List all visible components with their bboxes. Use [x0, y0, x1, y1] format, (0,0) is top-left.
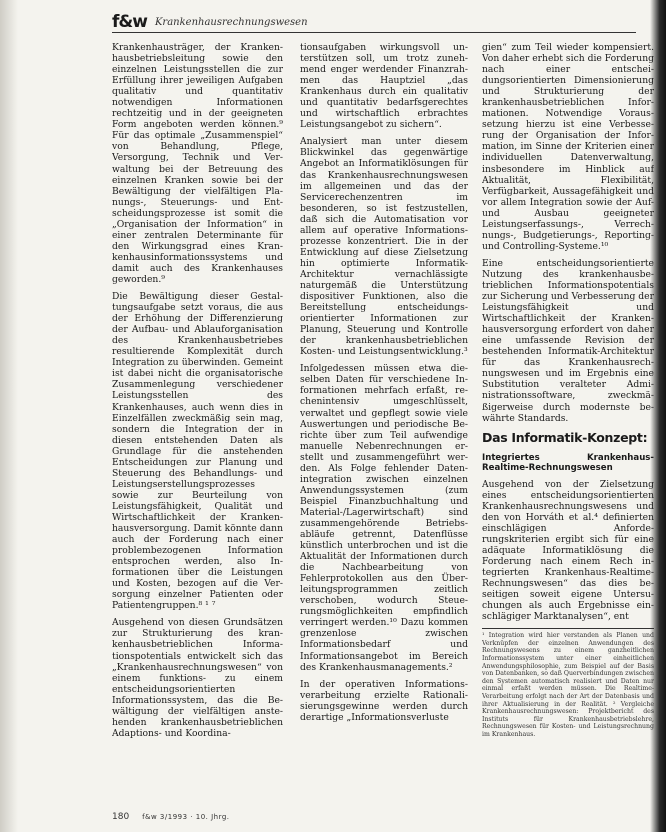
page-spine-shadow [0, 0, 18, 832]
journal-logo: f&w [112, 12, 147, 32]
paragraph: Analysiert man unter diesem Blickwinkel das gegenwärtige Angebot an Informatiklösungen für das Krankenhausrechnungswesen im allgemeinen und das der Servicerechenzentren im besonderen, so ist festzustellen, daß sich die Automatisation vor allem auf operative Informationsprozesse konzentriert. Die in der Entwicklung auf diese Zielsetzung hin optimierte Informatik-Architektur vernachlässigte naturgemäß die Unterstützung dispositiver Funktionen, also die Bereitstellung entscheidungsorientierter Informationen zur Planung, Steuerung und Kontrolle der krankenhausbetrieblichen Kosten- und Leistungsentwicklung.³ [300, 136, 468, 358]
section-subheading: Integriertes Krankenhaus-Realtime-Rechnungswesen [482, 452, 654, 473]
text-column-1 [112, 42, 283, 812]
paragraph: In der operativen Informationsverarbeitung erzielte Rationalisierungsgewinne werden durch derartige „Informationsverluste [300, 678, 468, 723]
page-footer [112, 812, 230, 822]
paragraph: Krankenhausträger, der Krankenhausbetriebsleitung sowie den einzelnen Leistungsstellen die zur Erfüllung ihrer jeweiligen Aufgaben qualitativ und quantitativ notwendigen Informationen rechtzeitig und in der geeigneten Form angeboten werden können.⁹ Für das optimale „Zusammenspiel“ von Behandlung, Pflege, Versorgung, Technik und Verwaltung bei der Betreuung des einzelnen Kranken sowie bei der Bewältigung der vielfältigen Planungs-, Steuerungs- und Entscheidungsprozesse ist somit die „Organisation der Information“ in einer zentralen Determinante für den Wirkungsgrad eines Krankenhausinformationssystems und damit auch des Krankenhauses geworden.⁹ [112, 42, 283, 285]
journal-issue: f&w 3/1993 · 10. Jhrg. [142, 813, 230, 821]
paragraph: gien“ zum Teil wieder kompensiert. Von daher erhebt sich die Forderung nach einer entscheidungsorientierten Dimensionierung und Strukturierung der krankenhausbetrieblichen Informationen. Notwendige Voraussetzung hierzu ist eine Verbesserung der Organisation der Information, im Sinne der Kriterien einer individuellen Datenverwaltung, insbesondere im Hinblick auf Aktualität, Flexibilität, Verfügbarkeit, Aussagefähigkeit und vor allem Integration sowie der Auf- und Ausbau geeigneter Leistungserfassungs-, Verrechnungs-, Budgetierungs-, Reporting- und Controlling-Systeme.¹⁰ [482, 42, 654, 252]
footnotes: ¹ Integration wird hier verstanden als Planen und Verknüpfen der einzelnen Anwendungen des Rechnungswesens zu einem ganzheitlichen Informationssystem unter einer einheitlichen Anwendungsphilosophie, zum Beispiel auf der Basis von Datenbanken, so daß Querverbindungen zwischen den Systemen automatisch realisiert und Daten nur einmal erfaßt werden müssen. Die Realtime-Verarbeitung erfolgt nach der Art der Datenbasis und ihrer Aktualisierung in der Realität. ² Vergleiche Krankenhausrechnungswesen: Projektbericht des Instituts für Krankenhausbetriebslehre, Rechnungswesen für Kosten- und Leistungsrechnung im Krankenhaus. [482, 628, 654, 738]
paragraph: Ausgehend von diesen Grundsätzen zur Strukturierung des krankenhausbetrieblichen Informationspotentials entwickelt sich das „Krankenhausrechnungswesen“ von einem funktions- zu einem entscheidungsorientierten Informationssystem, das die Bewältigung der vielfältigen anstehenden krankenhausbetrieblichen Adaptions- und Koordina- [112, 617, 283, 739]
section-title: Krankenhausrechnungswesen [154, 17, 308, 28]
paragraph: Infolgedessen müssen etwa dieselben Daten für verschiedene Informationen mehrfach erfaßt, rechenintensiv umgeschlüsselt, verwaltet und gepflegt sowie viele Auswertungen und periodische Berichte über zum Teil aufwendige manuelle Nebenrechnungen erstellt und zusammengeführt werden. Als Folge fehlender Datenintegration zwischen einzelnen Anwendungssystemen (zum Beispiel Finanzbuchhaltung und Material-/Lagerwirtschaft) sind zusammengehörende Betriebsabläufe getrennt, Datenflüsse künstlich unterbrochen und ist die Aktualität der Informationen durch die Nachbearbeitung von Fehlerprotokollen aus den Überleitungsprogrammen zeitlich verschoben, wodurch Steuerungsmöglichkeiten empfindlich verringert werden.¹⁰ Dazu kommen grenzenlose zwischen Informationsbedarf und Informationsangebot im Bereich des Krankenhausmanagements.² [300, 363, 468, 673]
page-number: 180 [112, 812, 130, 822]
running-header [112, 10, 636, 33]
text-column-3 [482, 42, 654, 812]
section-heading: Das Informatik-Konzept: [482, 429, 648, 445]
paragraph: Die Bewältigung dieser Gestaltungsaufgabe setzt voraus, die aus der Erhöhung der Differenzierung der Aufbau- und Ablauforganisation des Krankenhausbetriebes resultierende Komplexität durch Integration zu überwinden. Gemeint ist dabei nicht die organisatorische Zusammenlegung verschiedener Leistungsstellen des Krankenhauses, auch wenn dies in Einzelfällen zweckmäßig sein mag, sondern die Integration der in diesen entstehenden Daten als Grundlage für die anstehenden Entscheidungen zur Planung und Steuerung des Behandlungs- und Leistungserstellungsprozesses sowie zur Beurteilung von Leistungsfähigkeit, Qualität und Wirtschaftlichkeit der Krankenhausversorgung. Damit könnte dann auch der Forderung nach einer problembezogenen Information entsprochen werden, also Informationen über die Leistungen und Kosten, bezogen auf die Versorgung einzelner Patienten oder Patientengruppen.⁸ ¹ ⁷ [112, 291, 283, 612]
paragraph: tionsaufgaben wirkungsvoll unterstützen soll, um trotz zunehmend enger werdender Finanzrahmen das Hauptziel „das Krankenhaus durch ein qualitativ und quantitativ bedarfsgerechtes und wirtschaftlich erbrachtes Leistungsangebot zu sichern“. [300, 42, 468, 131]
text-column-2 [300, 42, 468, 812]
paragraph: Eine entscheidungsorientierte Nutzung des krankenhausbetrieblichen Informationspotentials zur Sicherung und Verbesserung der Leistungsfähigkeit und Wirtschaftlichkeit der Krankenhausversorgung erfordert von daher eine umfassende Revision der bestehenden Informatik-Architektur für das Krankenhausrechnungswesen und im Ergebnis eine Substitution veralteter Administrationssoftware, zweckmäßigerweise durch modernste bewährte Standards. [482, 257, 654, 424]
paragraph: Ausgehend von der Zielsetzung eines entscheidungsorientierten Krankenhausrechnungswesens und den von Horváth et al.⁴ definierten einschlägigen Anforderungskriterien ergibt sich für eine adäquate Informatiklösung die Forderung nach einem Rech integrierten Krankenhaus-Realtime-Rechnungswesen“ das dies beseitigen soweit eigene Untersuchungen als auch Ergebnisse einschlägiger Marktanalysen“, ent [482, 478, 654, 623]
